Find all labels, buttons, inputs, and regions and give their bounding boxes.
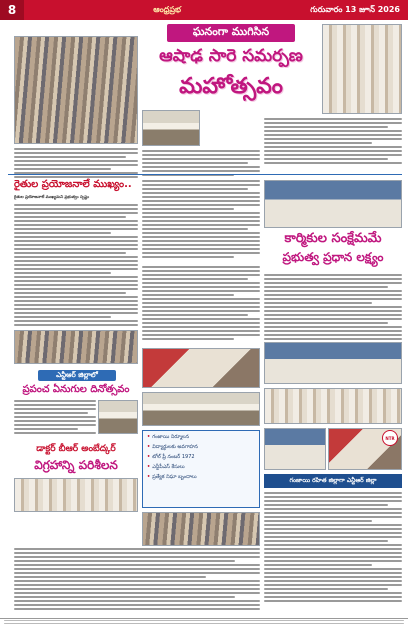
lead-body-text-left: [14, 148, 138, 180]
story3-photo-stage: [264, 388, 402, 424]
page-header-bar: [0, 0, 408, 20]
section-divider: [8, 174, 402, 175]
story4-title: ప్రపంచ ఏనుగుల దినోత్సవం: [22, 384, 130, 395]
story5-photo-group: [142, 512, 260, 546]
story4-body-text: [14, 400, 96, 436]
highlight-item: • ఎన్డీపీఎస్ కేసులు: [147, 464, 185, 470]
story6-photo-officials: [264, 428, 326, 470]
lead-body-text-right: [264, 118, 402, 166]
highlight-item: • టోల్ ఫ్రీ నంబర్ 1972: [147, 454, 195, 460]
story5-title2: విగ్రహాన్ని పరిశీలన: [34, 458, 118, 472]
story4-kicker: [38, 370, 116, 381]
story3-headline: [264, 230, 402, 270]
story3-body-text: [142, 266, 260, 342]
story6-headline-bar: [264, 474, 402, 488]
paper-name: ఆంధ్రప్రభ: [153, 4, 182, 14]
highlight-item: • ప్రత్యేక నిఘా బృందాలు: [147, 474, 197, 480]
lead-kicker-text: ఘనంగా ముగిసిన: [192, 25, 270, 38]
highlight-item: • విద్యార్థులకు అవగాహన: [147, 444, 198, 450]
lead-photo-procession: [14, 36, 138, 144]
lead-photo-priests: [142, 110, 200, 146]
lead-title-line1: ఆషాఢ సారె సమర్పణ: [159, 46, 303, 66]
story6-highlights-box: [142, 430, 260, 508]
story5-title: డాక్టర్ బీఆర్ అంబేద్కర్: [36, 444, 116, 454]
lead-title-line2: మహోత్సవం: [179, 74, 283, 99]
story2-deck: రైతుల ప్రయోజనాలే ముఖ్యమని ప్రభుత్వం స్పష్టం: [14, 194, 90, 199]
page-date: గురువారం 13 జూన్ 2026: [310, 4, 400, 14]
story3-title2: ప్రభుత్వ ప్రధాన లక్ష్యం: [282, 250, 384, 264]
page-number: 8: [0, 0, 24, 20]
story3-lead-text: [142, 180, 260, 260]
story6-body-text: [264, 492, 402, 604]
story3-photo-group: [142, 392, 260, 426]
story5-photo: [14, 478, 138, 512]
story4-photo: [98, 400, 138, 434]
story2-photo: [14, 330, 138, 364]
lead-kicker: [167, 24, 295, 42]
story4-kicker-text: ఎన్టీఆర్ జిల్లాలో: [56, 370, 98, 379]
highlight-item: • గంజాయి నిర్మూలన: [147, 434, 190, 440]
story3-photo-balloons: [142, 348, 260, 388]
lead-photo-ceremony: [322, 24, 402, 114]
story3-photo-event: [264, 342, 402, 384]
story3-body-text-right: [264, 274, 402, 342]
footer-imprint: [0, 618, 408, 630]
story2-title: రైతుల ప్రయోజనాలే ముఖ్యం..: [14, 179, 132, 190]
story5-body-text: [14, 548, 260, 612]
story2-body-text: [14, 204, 138, 328]
ntr-logo-badge: NTR: [382, 430, 398, 446]
story6-title: గంజాయి రహిత జిల్లాగా ఎన్టీఆర్ జిల్లా: [289, 477, 377, 484]
story3-photo-officials: [264, 180, 402, 228]
story3-title: కార్మికుల సంక్షేమమే: [284, 231, 382, 246]
